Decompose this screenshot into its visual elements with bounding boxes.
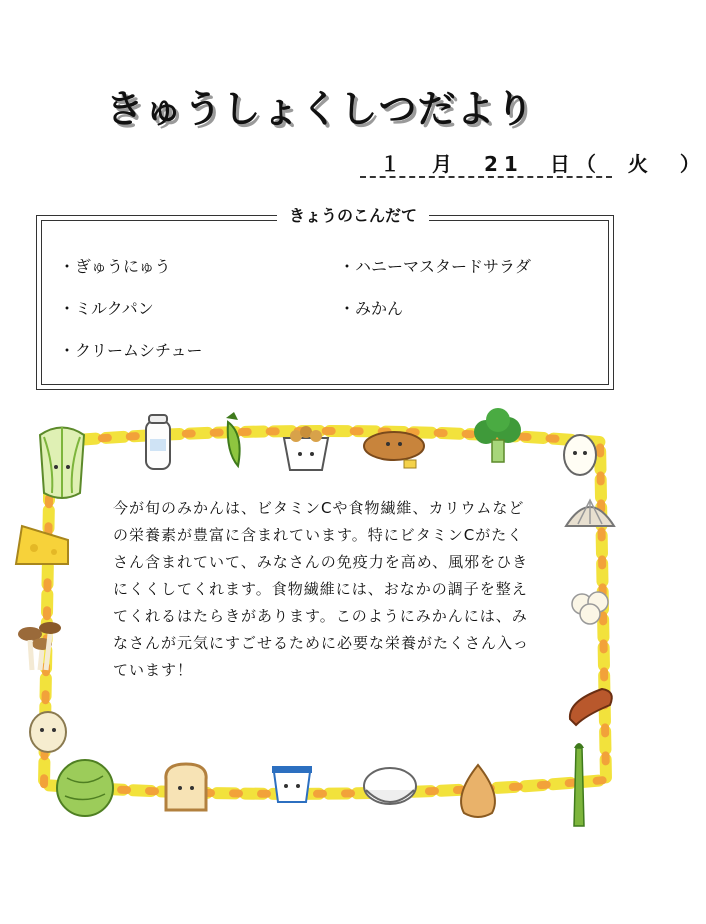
cabbage-illustration xyxy=(40,427,84,498)
mushroom-illustration xyxy=(18,622,61,670)
menu-box xyxy=(36,206,614,390)
page-title: きゅうしょくしつだより xyxy=(105,87,535,131)
asparagus-illustration xyxy=(574,743,584,826)
toast-illustration xyxy=(166,764,206,810)
rice-bowl-illustration xyxy=(364,768,416,804)
menu-item-milk-bread: ・ミルクパン xyxy=(59,299,154,318)
broccoli-illustration xyxy=(474,408,521,462)
menu-item-mandarin: ・みかん xyxy=(339,299,404,318)
onion-illustration xyxy=(461,765,495,817)
bread-illustration xyxy=(364,432,424,468)
milk-bottle-illustration xyxy=(146,415,170,469)
message-text: 今が旬のみかんは、ビタミンCや食物繊維、カリウムなどの栄養素が豊富に含まれています。特にビタミンCがたくさん含まれていて、みなさんの免疫力を高め、風邪をひきにくくしてくれます。食物繊維には、おなかの調子を整えてくれるはたらきがあります。このようにみかんには、みなさんが元気にすごせるために必要な栄養がたくさん入っています！ xyxy=(113,499,530,679)
potato-illustration xyxy=(30,712,66,752)
menu-heading: きょうのこんだて xyxy=(277,203,429,226)
egg-illustration xyxy=(564,435,596,475)
menu-item-milk: ・ぎゅうにゅう xyxy=(59,257,171,276)
date-line: １ 月 21 日（ 火 ） xyxy=(360,148,612,178)
okra-illustration xyxy=(226,412,240,466)
menu-item-honey-mustard-salad: ・ハニーマスタードサラダ xyxy=(339,257,531,276)
yogurt-illustration xyxy=(272,766,312,802)
menu-item-cream-stew: ・クリームシチュー xyxy=(59,341,203,360)
cheese-illustration xyxy=(16,526,68,564)
lettuce-illustration xyxy=(57,760,113,816)
